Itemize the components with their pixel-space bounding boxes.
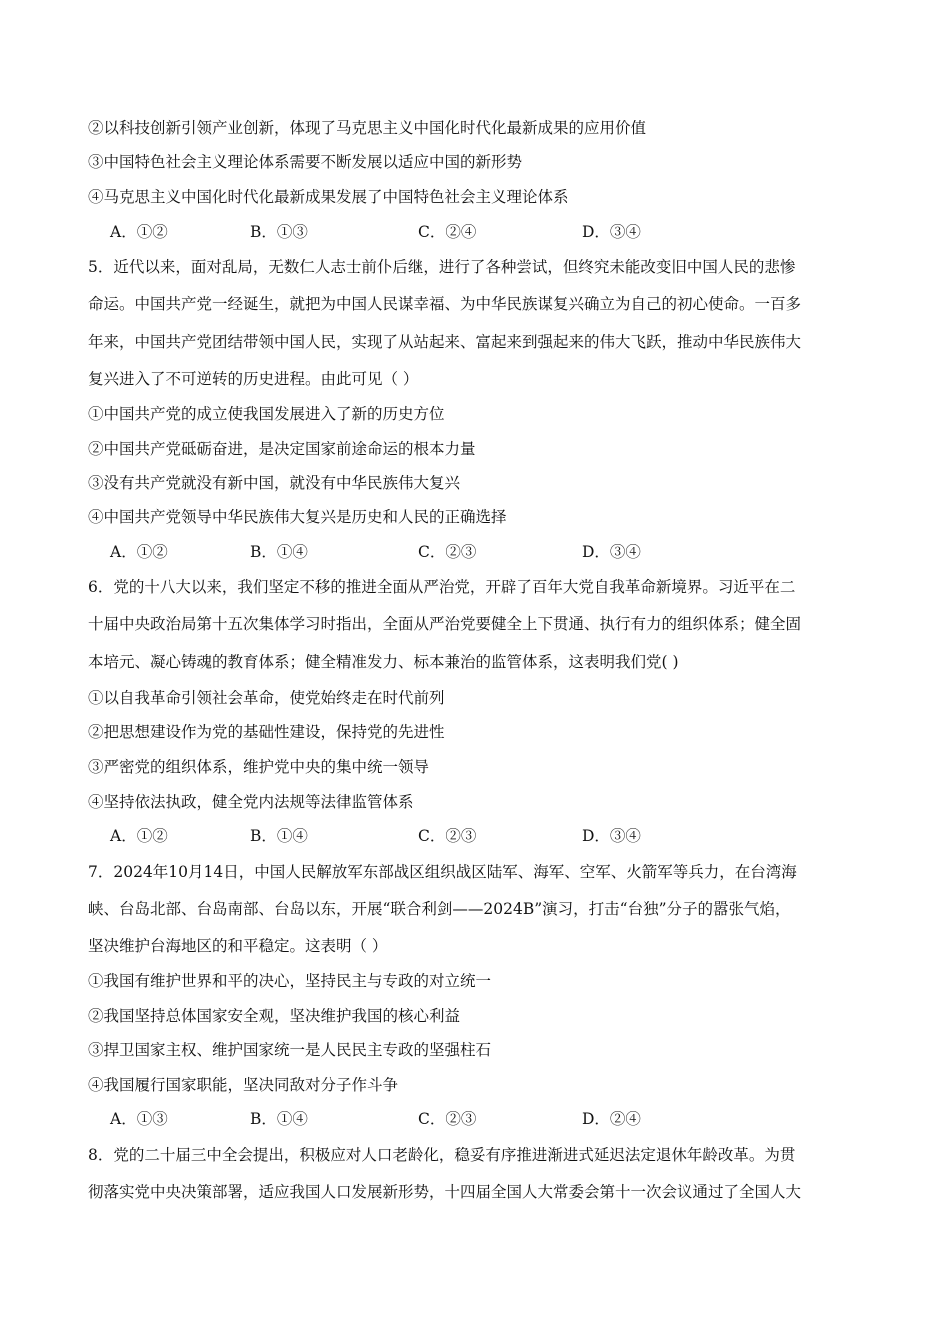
q4-option-b[interactable]: B．①③ bbox=[250, 223, 308, 241]
q6-stem-line-1: 6．党的十八大以来，我们坚定不移的推进全面从严治党，开辟了百年大党自我革命新境界。习近平在二 bbox=[88, 578, 796, 596]
q6-options bbox=[110, 826, 810, 846]
q7-option-c[interactable]: C．②③ bbox=[418, 1110, 477, 1128]
q5-option-c[interactable]: C．②③ bbox=[418, 543, 477, 561]
q5-option-d[interactable]: D．③④ bbox=[582, 543, 641, 561]
q4-statement-2: ②以科技创新引领产业创新，体现了马克思主义中国化时代化最新成果的应用价值 bbox=[88, 119, 647, 137]
q7-statement-1: ①我国有维护世界和平的决心，坚持民主与专政的对立统一 bbox=[88, 972, 492, 990]
q6-stem-line-3: 本培元、凝心铸魂的教育体系；健全精准发力、标本兼治的监管体系，这表明我们党( ) bbox=[88, 653, 679, 671]
q5-option-b[interactable]: B．①④ bbox=[250, 543, 308, 561]
q6-option-a[interactable]: A．①② bbox=[110, 827, 168, 845]
q7-stem-line-1: 7．2024年10月14日，中国人民解放军东部战区组织战区陆军、海军、空军、火箭军等兵力，在台湾海 bbox=[88, 863, 797, 881]
q7-option-b[interactable]: B．①④ bbox=[250, 1110, 308, 1128]
q6-statement-2: ②把思想建设作为党的基础性建设，保持党的先进性 bbox=[88, 723, 445, 741]
q7-stem-line-2: 峡、台岛北部、台岛南部、台岛以东，开展“联合利剑——2024B”演习，打击“台独”分子的嚣张气焰， bbox=[88, 900, 791, 918]
q5-statement-4: ④中国共产党领导中华民族伟大复兴是历史和人民的正确选择 bbox=[88, 508, 507, 526]
q7-option-a[interactable]: A．①③ bbox=[110, 1110, 168, 1128]
q6-stem-line-2: 十届中央政治局第十五次集体学习时指出，全面从严治党要健全上下贯通、执行有力的组织体系；健全固 bbox=[88, 615, 802, 633]
q7-statement-3: ③捍卫国家主权、维护国家统一是人民民主专政的坚强柱石 bbox=[88, 1041, 492, 1059]
q5-statement-3: ③没有共产党就没有新中国，就没有中华民族伟大复兴 bbox=[88, 474, 461, 492]
q5-statement-1: ①中国共产党的成立使我国发展进入了新的历史方位 bbox=[88, 405, 445, 423]
q4-option-a[interactable]: A．①② bbox=[110, 223, 168, 241]
q4-options bbox=[110, 222, 810, 242]
q8-stem-line-2: 彻落实党中央决策部署，适应我国人口发展新形势，十四届全国人大常委会第十一次会议通过了全国人大 bbox=[88, 1183, 802, 1201]
q5-options bbox=[110, 542, 810, 562]
q6-statement-3: ③严密党的组织体系，维护党中央的集中统一领导 bbox=[88, 758, 430, 776]
q6-option-d[interactable]: D．③④ bbox=[582, 827, 641, 845]
q4-statement-4: ④马克思主义中国化时代化最新成果发展了中国特色社会主义理论体系 bbox=[88, 188, 569, 206]
q4-statement-3: ③中国特色社会主义理论体系需要不断发展以适应中国的新形势 bbox=[88, 153, 523, 171]
q7-stem-line-3: 坚决维护台海地区的和平稳定。这表明（ ） bbox=[88, 937, 388, 955]
q7-statement-4: ④我国履行国家职能，坚决同敌对分子作斗争 bbox=[88, 1076, 399, 1094]
q7-statement-2: ②我国坚持总体国家安全观，坚决维护我国的核心利益 bbox=[88, 1007, 461, 1025]
q6-statement-4: ④坚持依法执政，健全党内法规等法律监管体系 bbox=[88, 793, 414, 811]
q4-option-c[interactable]: C．②④ bbox=[418, 223, 477, 241]
q5-option-a[interactable]: A．①② bbox=[110, 543, 168, 561]
q7-option-d[interactable]: D．②④ bbox=[582, 1110, 641, 1128]
q5-statement-2: ②中国共产党砥砺奋进，是决定国家前途命运的根本力量 bbox=[88, 440, 476, 458]
q6-option-c[interactable]: C．②③ bbox=[418, 827, 477, 845]
q6-statement-1: ①以自我革命引领社会革命，使党始终走在时代前列 bbox=[88, 689, 445, 707]
q5-stem-line-2: 命运。中国共产党一经诞生，就把为中国人民谋幸福、为中华民族谋复兴确立为自己的初心使命。一百多 bbox=[88, 295, 802, 313]
q5-stem-line-4: 复兴进入了不可逆转的历史进程。由此可见（ ） bbox=[88, 370, 419, 388]
q5-stem-line-1: 5．近代以来，面对乱局，无数仁人志士前仆后继，进行了各种尝试，但终究未能改变旧中国人民的悲惨 bbox=[88, 258, 796, 276]
q7-options bbox=[110, 1109, 810, 1129]
q4-option-d[interactable]: D．③④ bbox=[582, 223, 641, 241]
q8-stem-line-1: 8．党的二十届三中全会提出，积极应对人口老龄化，稳妥有序推进渐进式延迟法定退休年龄改革。为贯 bbox=[88, 1146, 796, 1164]
q6-option-b[interactable]: B．①④ bbox=[250, 827, 308, 845]
q5-stem-line-3: 年来，中国共产党团结带领中国人民，实现了从站起来、富起来到强起来的伟大飞跃，推动中华民族伟大 bbox=[88, 333, 802, 351]
